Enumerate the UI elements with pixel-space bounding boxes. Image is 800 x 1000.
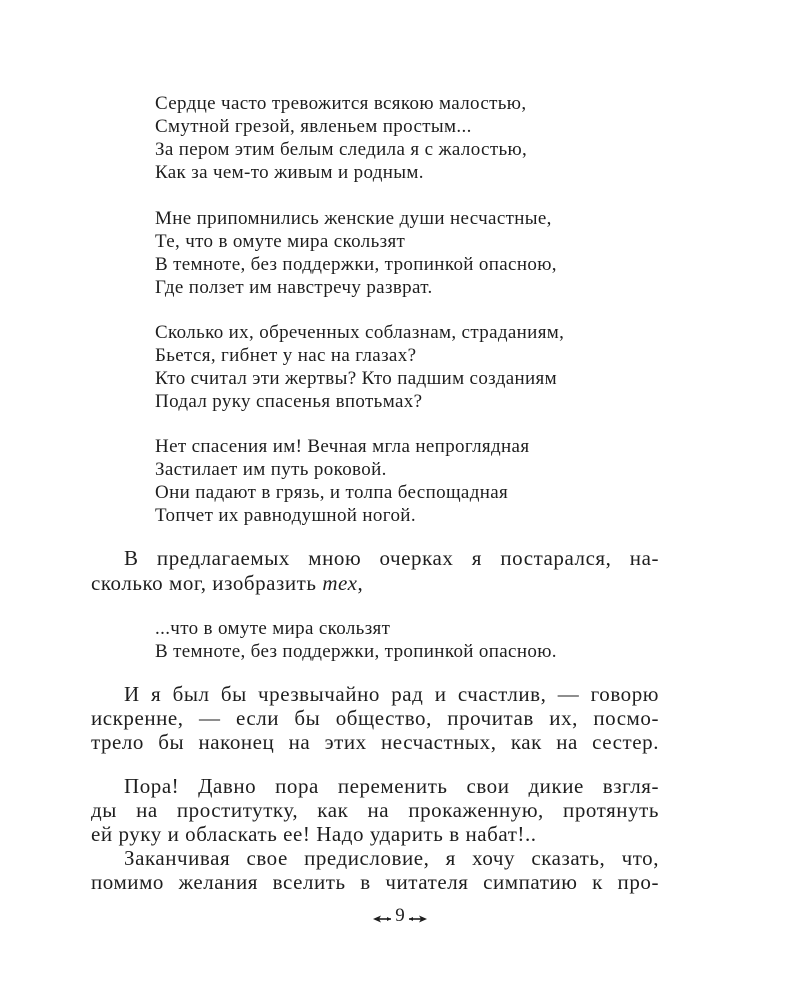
poem-line: Нет спасения им! Вечная мгла непроглядная: [155, 436, 530, 457]
paragraph-line: ей руку и обласкать ее! Надо ударить в набат!..: [91, 822, 537, 846]
poem-line: Как за чем-то живым и родным.: [155, 162, 424, 183]
poem-line: Те, что в омуте мира скользят: [155, 231, 406, 252]
paragraph-line: Заканчивая свое предисловие, я хочу сказать, что,: [124, 846, 659, 870]
paragraph-line: трело бы наконец на этих несчастных, как на сестер.: [91, 730, 659, 754]
paragraph-line: ды на проститутку, как на прокаженную, протянуть: [91, 798, 659, 822]
paragraph-line: [91, 571, 363, 596]
poem-line: За пером этим белым следила я с жалостью,: [155, 139, 528, 160]
paragraph-line: искренне, — если бы общество, прочитав их, посмо-: [91, 706, 659, 730]
poem-line: Застилает им путь роковой.: [155, 459, 387, 480]
poem-line: Они падают в грязь, и толпа беспощадная: [155, 482, 509, 503]
poem-line: Кто считал эти жертвы? Кто падшим созданиям: [155, 368, 557, 389]
paragraph-line: Пора! Давно пора переменить свои дикие взгля-: [124, 774, 659, 798]
poem-line: В темноте, без поддержки, тропинкой опасною,: [155, 254, 557, 275]
poem-line: Сердце часто тревожится всякою малостью,: [155, 93, 527, 114]
quote-line: ...что в омуте мира скользят: [155, 618, 391, 639]
paragraph-text: сколько мог, изобразить: [91, 571, 323, 595]
arrow-ornament-right-icon: [408, 911, 428, 921]
emphasis-word: тех: [322, 571, 358, 595]
paragraph-line: В предлагаемых мною очерках я постарался, на-: [124, 546, 659, 570]
poem-line: Мне припомнились женские души несчастные,: [155, 208, 552, 229]
poem-line: Топчет их равнодушной ногой.: [155, 505, 416, 526]
paragraph-line: помимо желания вселить в читателя симпатию к про-: [91, 870, 659, 894]
poem-line: Где ползет им навстречу разврат.: [155, 277, 433, 298]
page-footer: [340, 904, 460, 928]
poem-line: Сколько их, обреченных соблазнам, страданиям,: [155, 322, 565, 343]
poem-line: Подал руку спасенья впотьмах?: [155, 391, 423, 412]
arrow-ornament-left-icon: [372, 911, 392, 921]
poem-line: Бьется, гибнет у нас на глазах?: [155, 345, 417, 366]
paragraph-line: И я был бы чрезвычайно рад и счастлив, — говорю: [124, 682, 659, 706]
paragraph-punctuation: ,: [357, 571, 364, 595]
page-number: 9: [395, 905, 405, 926]
poem-line: Смутной грезой, явленьем простым...: [155, 116, 472, 137]
quote-line: В темноте, без поддержки, тропинкой опасною.: [155, 641, 557, 662]
